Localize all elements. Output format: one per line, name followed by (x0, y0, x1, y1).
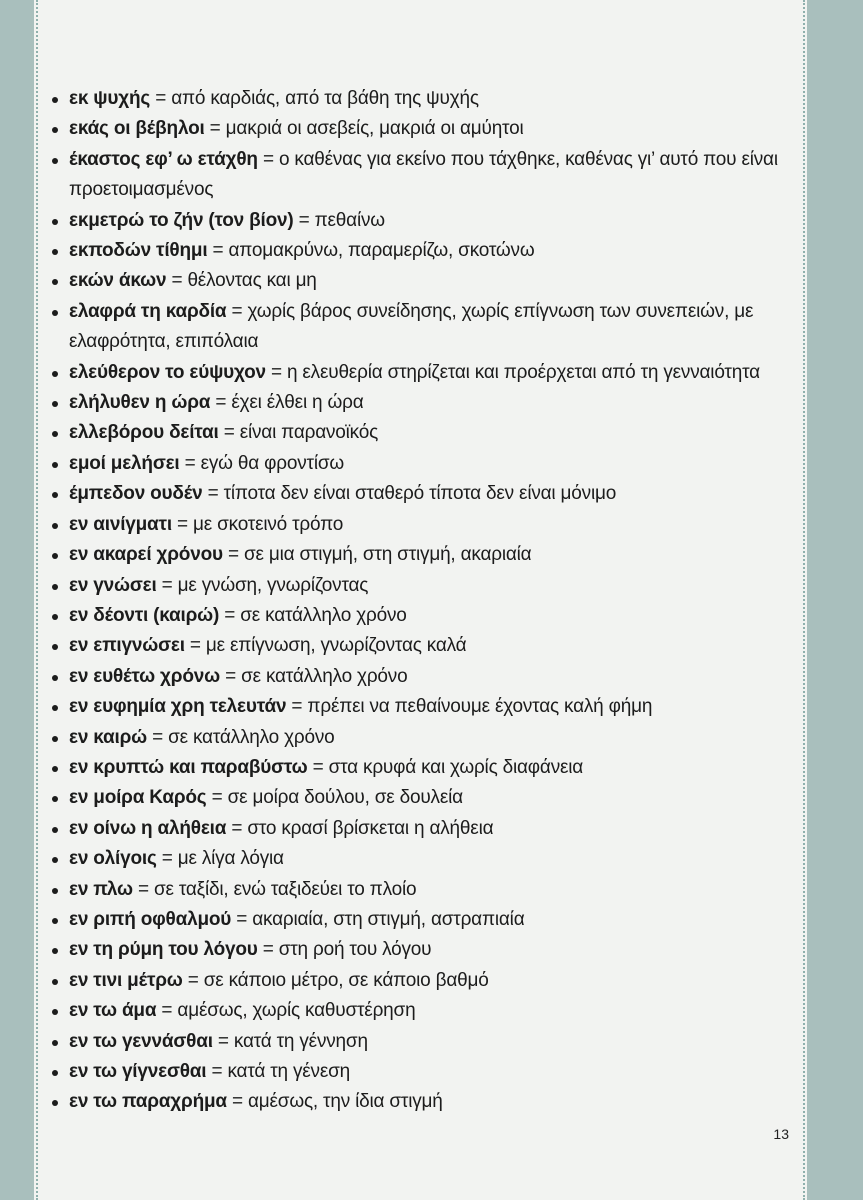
entry-term: εν καιρώ (69, 726, 147, 748)
entry-separator: = (312, 756, 324, 778)
glossary-entry (52, 358, 792, 388)
entry-separator: = (184, 452, 196, 474)
entry-definition: με γνώση, γνωρίζοντας (177, 574, 369, 596)
entry-term: εν τω παραχρήμα (69, 1091, 227, 1113)
bullet-dot-icon (52, 827, 58, 833)
bullet-dot-icon (52, 857, 58, 863)
glossary-entry (52, 905, 792, 935)
page-number: 13 (773, 1126, 789, 1142)
entry-separator: = (177, 513, 188, 535)
entry-term: εμοί μελήσει (69, 452, 180, 474)
entry-term: εν τω άμα (69, 1000, 157, 1022)
glossary-entry (52, 723, 792, 753)
left-border-stripe (0, 0, 34, 1200)
glossary-entry (52, 1027, 792, 1057)
entry-term: εν ολίγοις (69, 848, 157, 870)
entry-term: εκ ψυχής (69, 88, 151, 109)
entry-term: εκμετρώ το ζήν (τον βίον) (69, 209, 294, 231)
entry-definition: εγώ θα φροντίσω (200, 452, 345, 474)
entry-term: ελαφρά τη καρδία (69, 300, 227, 322)
entry-definition: με επίγνωση, γνωρίζοντας καλά (205, 635, 467, 657)
bullet-dot-icon (52, 766, 58, 772)
entry-term: ελήλυθεν η ώρα (69, 392, 211, 414)
glossary-entry (52, 145, 792, 206)
glossary-entry (52, 996, 792, 1026)
entry-definition: σε μια στιγμή, στη στιγμή, ακαριαία (243, 544, 532, 566)
entry-separator: = (223, 422, 235, 444)
entry-definition: είναι παρανοϊκός (239, 422, 379, 444)
entry-separator: = (161, 574, 173, 596)
bullet-dot-icon (52, 1009, 58, 1015)
bullet-dot-icon (52, 431, 58, 437)
bullet-dot-icon (52, 279, 58, 285)
bullet-dot-icon (52, 523, 58, 529)
entry-term: εκών άκων (69, 270, 167, 292)
entry-term: έμπεδον ουδέν (69, 483, 203, 505)
bullet-dot-icon (52, 614, 58, 620)
entry-definition: αμέσως, χωρίς καθυστέρηση (177, 1000, 416, 1022)
entry-definition: με λίγα λόγια (177, 848, 284, 870)
glossary-entry (52, 1087, 792, 1117)
bullet-dot-icon (52, 97, 58, 103)
glossary-entry (52, 631, 792, 661)
bullet-dot-icon (52, 736, 58, 742)
glossary-entry (52, 449, 792, 479)
glossary-entry (52, 935, 792, 965)
entry-term: εν κρυπτώ και παραβύστω (69, 756, 308, 778)
entry-definition: κατά τη γένεση (227, 1061, 351, 1082)
entry-separator: = (236, 908, 248, 930)
entry-term: ελλεβόρου δείται (69, 422, 219, 444)
entry-term: εν πλω (69, 878, 133, 900)
entry-definition: ακαριαία, στη στιγμή, αστραπιαία (252, 908, 525, 930)
entry-definition: στο κρασί βρίσκεται η αλήθεια (247, 817, 494, 839)
bullet-dot-icon (52, 1040, 58, 1046)
entry-separator: = (291, 696, 303, 718)
entry-separator: = (262, 148, 274, 170)
bullet-dot-icon (52, 705, 58, 711)
entry-separator: = (161, 1000, 173, 1022)
entry-separator: = (227, 544, 239, 566)
entry-separator: = (187, 969, 199, 991)
glossary-entry (52, 479, 792, 509)
entry-definition: σε κατάλληλο χρόνο (241, 665, 408, 687)
entry-definition: σε ταξίδι, ενώ ταξιδεύει το πλοίο (153, 878, 417, 900)
entry-term: εν δέοντι (καιρώ) (69, 604, 220, 626)
glossary-entry (52, 418, 792, 448)
entry-separator: = (224, 604, 236, 626)
entry-definition: σε μοίρα δούλου, σε δουλεία (227, 787, 463, 809)
entry-definition: από καρδιάς, από τα βάθη της ψυχής (171, 88, 479, 109)
bullet-dot-icon (52, 948, 58, 954)
bullet-dot-icon (52, 158, 58, 164)
bullet-dot-icon (52, 675, 58, 681)
glossary-list (52, 84, 792, 1118)
entry-definition: η ελευθερία στηρίζεται και προέρχεται από τη γενναιότητα (286, 361, 760, 383)
entry-term: εν ευφημία χρη τελευτάν (69, 696, 287, 718)
bullet-dot-icon (52, 553, 58, 559)
entry-term: εν αινίγματι (69, 513, 172, 535)
glossary-entry (52, 753, 792, 783)
glossary-entry (52, 844, 792, 874)
entry-separator: = (231, 300, 243, 322)
entry-definition: πεθαίνω (314, 209, 385, 231)
bullet-dot-icon (52, 310, 58, 316)
entry-term: εν τω γεννάσθαι (69, 1030, 213, 1052)
glossary-entry (52, 388, 792, 418)
entry-definition: έχει έλθει η ώρα (231, 392, 364, 414)
bullet-dot-icon (52, 462, 58, 468)
entry-definition: σε κάποιο μέτρο, σε κάποιο βαθμό (203, 969, 489, 991)
entry-separator: = (189, 635, 201, 657)
entry-separator: = (211, 1061, 223, 1082)
entry-separator: = (225, 665, 236, 687)
bullet-dot-icon (52, 1100, 58, 1106)
entry-separator: = (262, 939, 274, 961)
bullet-dot-icon (52, 219, 58, 225)
glossary-entry (52, 236, 792, 266)
entry-separator: = (209, 118, 221, 140)
entry-term: εν ακαρεί χρόνου (69, 544, 223, 566)
entry-separator: = (270, 361, 282, 383)
bullet-dot-icon (52, 249, 58, 255)
glossary-entry (52, 814, 792, 844)
entry-separator: = (298, 209, 310, 231)
entry-definition: πρέπει να πεθαίνουμε έχοντας καλή φήμη (307, 696, 653, 718)
entry-term: εν ευθέτω χρόνω (69, 665, 220, 687)
bullet-dot-icon (52, 127, 58, 133)
entry-definition: θέλοντας και μη (187, 270, 317, 292)
glossary-entry (52, 966, 792, 996)
entry-definition: απομακρύνω, παραμερίζω, σκοτώνω (228, 240, 535, 262)
glossary-entry (52, 206, 792, 236)
bullet-dot-icon (52, 492, 58, 498)
bullet-dot-icon (52, 401, 58, 407)
entry-definition: μακριά οι ασεβείς, μακριά οι αμύητοι (225, 118, 524, 140)
entry-definition: κατά τη γέννηση (233, 1030, 368, 1052)
entry-term: εν οίνω η αλήθεια (69, 817, 227, 839)
entry-term: εν επιγνώσει (69, 635, 185, 657)
entry-term: εν τη ρύμη του λόγου (69, 939, 258, 961)
entry-separator: = (207, 483, 219, 505)
bullet-dot-icon (52, 371, 58, 377)
entry-definition: στη ροή του λόγου (278, 939, 432, 961)
entry-definition: χωρίς βάρος συνείδησης, χωρίς επίγνωση των συνεπειών, με ελαφρότητα, επιπόλαια (69, 300, 754, 353)
bullet-dot-icon (52, 644, 58, 650)
glossary-entry (52, 540, 792, 570)
bullet-dot-icon (52, 979, 58, 985)
entry-term: εκποδών τίθημι (69, 240, 208, 262)
entry-separator: = (215, 392, 227, 414)
bullet-dot-icon (52, 584, 58, 590)
glossary-entry (52, 84, 792, 114)
entry-definition: στα κρυφά και χωρίς διαφάνεια (328, 756, 584, 778)
glossary-entry (52, 571, 792, 601)
entry-term: εν γνώσει (69, 574, 157, 596)
entry-definition: σε κατάλληλο χρόνο (240, 604, 407, 626)
document-page (34, 0, 807, 1200)
entry-definition: σε κατάλληλο χρόνο (168, 726, 335, 748)
bullet-dot-icon (52, 796, 58, 802)
glossary-entry (52, 297, 792, 358)
right-border-stripe (807, 0, 863, 1200)
glossary-entry (52, 114, 792, 144)
glossary-entry (52, 266, 792, 296)
glossary-entry (52, 601, 792, 631)
entry-term: εν μοίρα Καρός (69, 787, 207, 809)
entry-term: εν ριπή οφθαλμού (69, 908, 232, 930)
entry-term: έκαστος εφ’ ω ετάχθη (69, 148, 258, 170)
entry-definition: τίποτα δεν είναι σταθερό τίποτα δεν είναι μόνιμο (223, 483, 617, 505)
entry-separator: = (212, 240, 224, 262)
glossary-entry (52, 875, 792, 905)
entry-definition: ο καθένας για εκείνο που τάχθηκε, καθένας γι’ αυτό που είναι προετοιμασμένος (69, 148, 778, 201)
glossary-entry (52, 662, 792, 692)
entry-term: εν τω γίγνεσθαι (69, 1061, 207, 1082)
glossary-entry (52, 510, 792, 540)
glossary-entry (52, 1057, 792, 1087)
entry-definition: με σκοτεινό τρόπο (193, 513, 344, 535)
entry-term: εν τινι μέτρω (69, 969, 183, 991)
entry-separator: = (152, 726, 163, 748)
entry-term: ελεύθερον το εύψυχον (69, 361, 266, 383)
entry-separator: = (161, 848, 173, 870)
entry-separator: = (137, 878, 149, 900)
glossary-entry (52, 692, 792, 722)
entry-separator: = (231, 817, 243, 839)
bullet-dot-icon (52, 1070, 58, 1076)
entry-separator: = (211, 787, 223, 809)
entry-definition: αμέσως, την ίδια στιγμή (247, 1091, 443, 1113)
entry-separator: = (217, 1030, 229, 1052)
entry-term: εκάς οι βέβηλοι (69, 118, 205, 140)
bullet-dot-icon (52, 918, 58, 924)
entry-separator: = (155, 88, 167, 109)
glossary-entry (52, 783, 792, 813)
entry-separator: = (231, 1091, 243, 1113)
entry-separator: = (171, 270, 183, 292)
bullet-dot-icon (52, 888, 58, 894)
